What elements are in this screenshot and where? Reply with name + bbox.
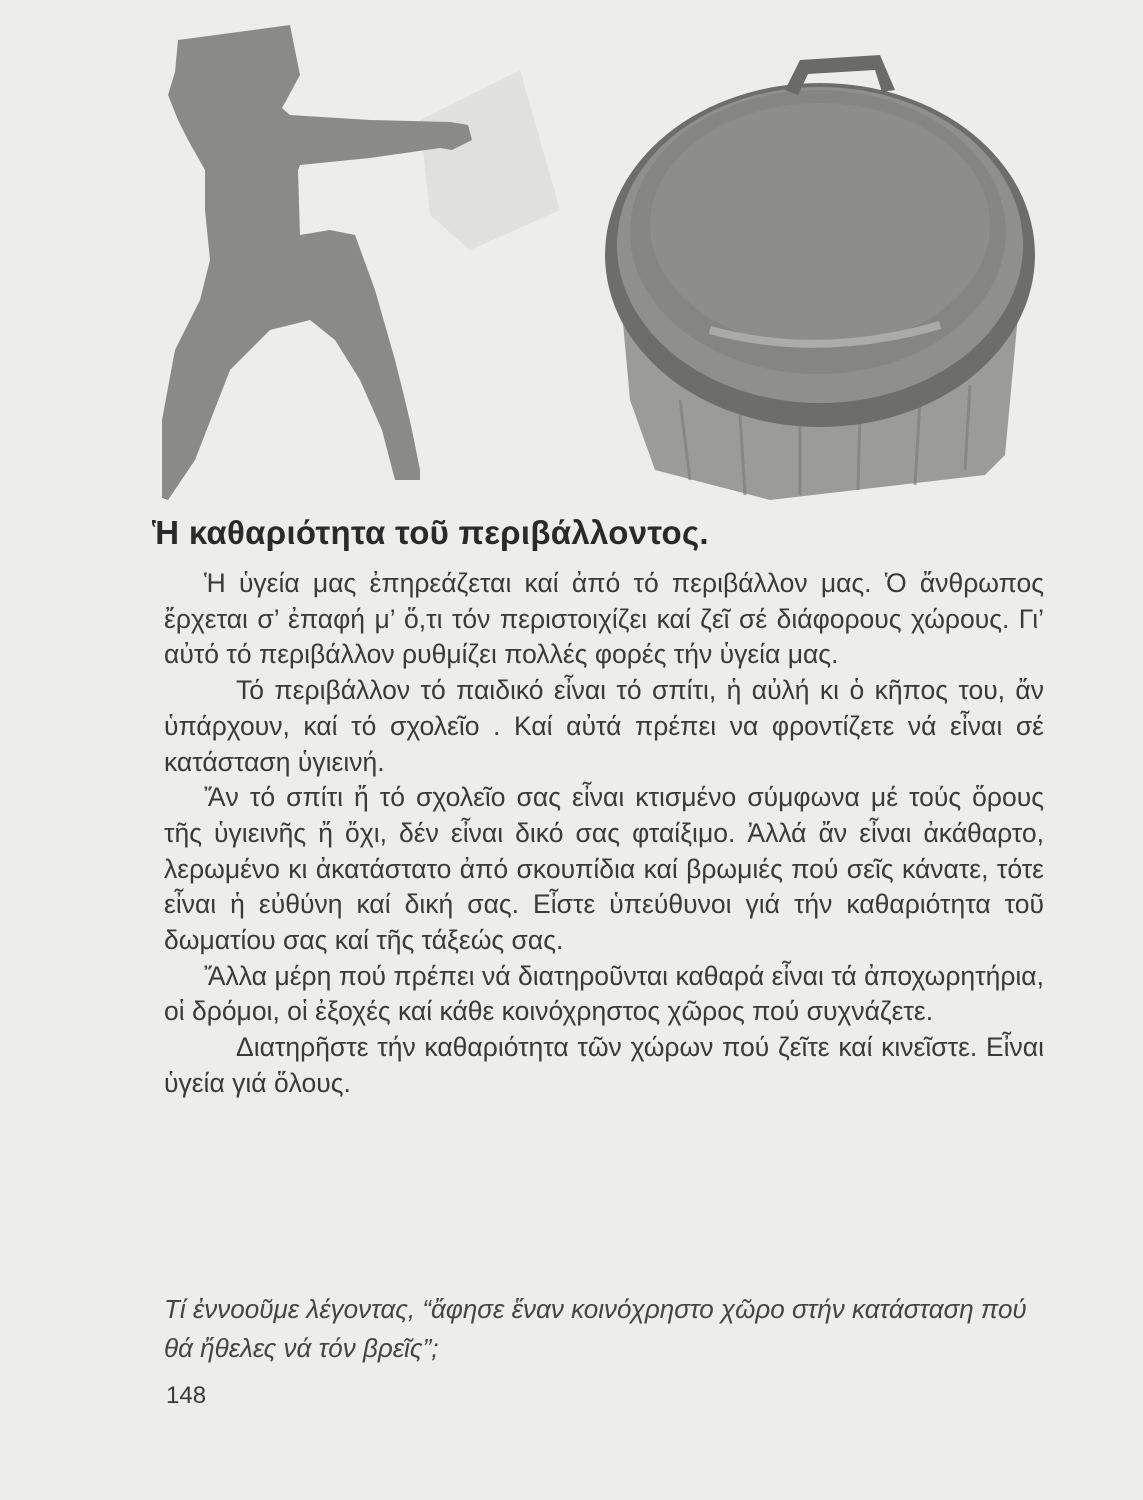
body-text	[164, 566, 1044, 1102]
page-number: 148	[166, 1382, 207, 1409]
person-silhouette	[162, 25, 472, 500]
paragraph-3: Ἄν τό σπίτι ἤ τό σχολεῖο σας εἶναι κτισμένο σύμφωνα μέ τούς ὅρους τῆς ὑγιεινῆς ἤ ὄχι, δέν εἶναι δικό σας φταίξιμο. Ἀλλά ἄν εἶναι ἀκάθαρτο, λερωμένο κι ἀκατάστατο ἀπό σκουπίδια καί βρωμιές πού σεῖς κάνατε, τότε εἶναι ἡ εὐθύνη καί δική σας. Εἶστε ὑπεύθυνοι γιά τήν καθαριότητα τοῦ δωματίου σας καί τῆς τάξεώς σας.	[164, 782, 1044, 956]
paragraph-1: Ἡ ὑγεία μας ἐπηρεάζεται καί ἀπό τό περιβάλλον μας. Ὁ ἄνθρωπος ἔρχεται σ’ ἐπαφή μ’ ὅ,τι τόν περιστοιχίζει καί ζεῖ σέ διάφορους χώρους. Γι’ αὐτό τό περιβάλλον ρυθμίζει πολλές φορές τήν ὑγεία μας.	[164, 568, 1044, 670]
section-title: Ἡ καθαριότητα τοῦ περιβάλλοντος.	[152, 514, 709, 551]
paragraph-5: Διατηρῆστε τήν καθαριότητα τῶν χώρων πού ζεῖτε καί κινεῖστε. Εἶναι ὑγεία γιά ὅλους.	[164, 1032, 1044, 1098]
question-text: Τί ἐννοοῦμε λέγοντας, “ἄφησε ἕναν κοινόχρηστο χῶρο στήν κατάσταση πού θά ἤθελες νά τόν βρεῖς”;	[164, 1294, 1027, 1363]
discussion-question	[164, 1290, 1044, 1368]
paragraph-2: Τό περιβάλλον τό παιδικό εἶναι τό σπίτι, ἡ αὐλή κι ὁ κῆπος του, ἄν ὑπάρχουν, καί τό σχολεῖο . Καί αὐτά πρέπει να φροντίζετε νά εἶναι σέ κατάσταση ὑγιεινή.	[164, 675, 1044, 777]
thrown-object	[420, 70, 560, 250]
paragraph-4: Ἄλλα μέρη πού πρέπει νά διατηροῦνται καθαρά εἶναι τά ἀποχωρητήρια, οἱ δρόμοι, οἱ ἐξοχές καί κάθε κοινόχρηστος χῶρος πού συχνάζετε.	[164, 960, 1044, 1027]
illustration	[0, 0, 1143, 520]
